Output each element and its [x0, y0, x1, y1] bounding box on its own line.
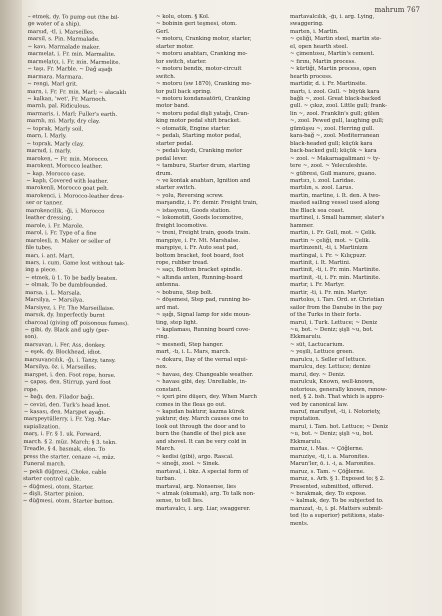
dictionary-entry-line: ~ düğmesi, otom. Starter button.: [22, 498, 114, 506]
dictionary-entry-line: marnlı, pal. Ridiculous.: [27, 103, 91, 111]
dictionary-entry-line: antenna.: [156, 282, 180, 289]
dictionary-entry-line: ~ kaplı, Covered with leather.: [26, 177, 109, 185]
dictionary-entry-line: marı, i. ant. Mart.: [25, 252, 75, 259]
dictionary-entry-line: ~ sineği, zool. ~ Sinek.: [156, 461, 220, 468]
dictionary-entry-line: look out through the door and to: [156, 423, 246, 430]
dictionary-column-1: [22, 14, 156, 615]
dictionary-entry-line: masted sailing vessel used along: [290, 200, 380, 207]
dictionary-entry-line: drum.: [156, 170, 173, 177]
dictionary-entry-line: ~ eşek, dy. Blockhead, idiot.: [24, 349, 102, 357]
dictionary-entry-line: marn, i. Fr. Fr. min. Marl; ~ alacaklı: [27, 88, 127, 96]
dictionary-entry-line: maroken, ~ Fr. min. Morocco.: [26, 155, 109, 163]
dictionary-entry-line: ~ mesnedi, Step hanger.: [156, 341, 224, 348]
dictionary-entry-line: marul, dey. ~ Deniz.: [290, 371, 346, 378]
dictionary-entry-line: ~ fırını, Martin process.: [290, 58, 356, 65]
dictionary-entry-line: the Black sea coast.: [290, 207, 345, 214]
dictionary-entry-line: ved by canonical law.: [290, 401, 349, 408]
dictionary-entry-line: martinel, i. Small hammer, slater's: [290, 215, 385, 222]
dictionary-entry-line: martılın, s. zool. Larus.: [290, 185, 354, 192]
dictionary-entry-line: marsuvancılık, -ğı, i. Tanzy, tansy.: [24, 356, 116, 364]
dictionary-entry-line: Marsilya, ~ Marsilya.: [24, 297, 84, 304]
dictionary-entry-line: back-backed gull; küçük ~ kara: [290, 148, 377, 155]
dictionary-entry-line: ~ düğmesi, otom. Starter.: [23, 483, 94, 491]
dictionary-entry-line: ~ kavı, Marmalade maker.: [27, 43, 101, 51]
dictionary-entry-line: martıcı, i. zool. Laridae.: [290, 177, 356, 184]
dictionary-entry-line: marsa, i. L. Marsala.: [25, 289, 82, 297]
dictionary-entry-line: yaktırır, dey. March causes one to: [156, 416, 249, 423]
dictionary-entry-line: martin ~ çeliği, mot. ~ Çelik.: [290, 237, 371, 244]
dictionary-entry-line: marşpiye, i. Fr. Auto seat pad,: [156, 245, 239, 252]
dictionary-entry-line: ~ dokuru, Day of the vernal equi-: [156, 356, 248, 363]
dictionary-entry-line: Treadle, § 4. basmak, elon. To: [23, 446, 106, 454]
dictionary-entry-line: marokent, Morocco leather.: [26, 163, 103, 170]
dictionary-entry-line: pedal lever.: [156, 155, 188, 162]
dictionary-entry-line: ~ çeliği, Martin steel, martin ste-: [290, 36, 382, 43]
dictionary-entry-line: martinit, i. It. Martini.: [290, 259, 351, 266]
dictionary-entry-line: ~ kürtiği, Martin process, open: [290, 66, 377, 73]
dictionary-entry-line: mars, i. cum. Game lost without tak-: [25, 259, 125, 267]
dictionary-entry-line: bağlı ~, zool. Great black-backed: [290, 95, 381, 102]
dictionary-entry-line: marş, i. Fr. § 1. uk. Forward,: [23, 431, 102, 439]
dictionary-entry-line: ~ bobunu, Step bolt.: [156, 289, 213, 296]
dictionary-entry-line: starter control cable.: [23, 476, 82, 483]
dictionary-entry-line: kara-bağ ~, zool. Mediterranean: [290, 133, 380, 140]
dictionary-column-2: [156, 14, 284, 614]
dictionary-entry-line: martavalcılık, -ğı, i. arg. Lying,: [290, 14, 375, 20]
dictionary-entry-line: lin ~, zool. Franklin's gull; gülen: [290, 110, 380, 117]
dictionary-entry-line: ~u, bot. ~ Deniz; şişli ~u, bot.: [290, 431, 374, 438]
dictionary-entry-line: king motor pedal shift bracket.: [156, 118, 241, 125]
dictionary-entry-line: – etmek, dy. To pump out (the bil-: [27, 14, 120, 21]
dictionary-entry-line: ~ cevizi, den. Turk's head knot.: [23, 401, 111, 409]
dictionary-entry-line: ~ ve kontak anahtarı, Ignition and: [156, 177, 251, 184]
dictionary-entry-line: ~, zool. Pewed gull, laughing gull;: [290, 118, 384, 125]
dictionary-entry-line: martavalcı, i. arg. Liar, swaggerer.: [156, 505, 251, 512]
dictionary-entry-line: ~ kedisi (gibi), argo. Rascal.: [156, 453, 234, 460]
dictionary-entry-line: ting, step light.: [156, 319, 198, 326]
dictionary-entry-line: ~ döşemesi, Step pad, running bo-: [156, 297, 251, 304]
dictionary-entry-line: ~ motoru bendix, motor-circuit: [156, 66, 242, 73]
dictionary-entry-line: marokencilik, -ği, i. Morocco: [25, 207, 105, 215]
dictionary-entry-line: marul, i. Turk. Lettuce; ~ Deniz: [290, 319, 378, 326]
dictionary-entry-line: marole, i. Fr. Marole.: [25, 222, 84, 230]
dictionary-entry-line: ~ çapaş, den. Stirrup, yard foot: [24, 379, 111, 387]
dictionary-entry-line: ~ havası, dey. Changeable weather.: [156, 371, 254, 378]
dictionary-entry-line: ser or tanner.: [25, 200, 64, 207]
dictionary-entry-line: ~ kasası, den. Marşpet ayağı.: [23, 408, 105, 416]
dictionary-entry-line: martinit, -ti, i. Fr. min. Martinite.: [290, 274, 381, 281]
dictionary-entry-line: mart, -tı, i. L. Mars, march.: [156, 349, 231, 356]
dictionary-column-3: [290, 14, 428, 614]
dictionary-entry-line: ard mat.: [156, 304, 180, 311]
dictionary-entry-line: maruz, s. Tam. ~ Çöğlerne.: [290, 468, 365, 475]
dictionary-entry-line: black-headed gull; küçük kara: [290, 140, 373, 147]
dictionary-entry-line: gümüşsu ~, zool. Herring gull.: [290, 125, 375, 132]
dictionary-entry-line: marokenli, Morocco goat pelt.: [26, 185, 109, 193]
dictionary-entry-line: ~ taşı, Fr. Marble. ~ Dağ aşağı: [27, 66, 113, 74]
dictionary-entry-line: marsık, dy. Imperfectly burnt: [24, 312, 105, 319]
dictionary-entry-line: burn the (handle of the) pick axe: [156, 431, 246, 438]
dictionary-entry-line: ~ kapıdan baktırır, kazma kürek: [156, 409, 245, 416]
dictionary-entry-line: Ekkmarulu.: [290, 438, 322, 445]
dictionary-entry-line: ~u, bot. ~ Deniz; şişli ~u, bot.: [290, 327, 374, 334]
dictionary-entry-line: martinit, -ti, i. Fr. min. Martinite.: [290, 267, 381, 274]
dictionary-entry-line: freight locomotive.: [156, 222, 208, 229]
dictionary-entry-line: marnıd, i. marly.: [26, 148, 72, 155]
dictionary-entry-line: ~ lokomotifi, Goods locomotive,: [156, 215, 244, 222]
dictionary-entry-line: Marsiyez, i. Fr. The Marseillaise.: [24, 304, 115, 312]
dictionary-entry-line: starter pedal.: [156, 140, 194, 147]
dictionary-entry-line: ~ atmak (okumak), arg. To talk non-: [156, 491, 256, 497]
dictionary-entry-line: Gerl.: [156, 28, 170, 35]
dictionary-entry-line: gull. ~ çıkız, zool. Little gull; frank-: [290, 103, 387, 110]
dictionary-entry-line: ~ dişli, Starter pinion.: [22, 490, 85, 498]
dictionary-entry-line: marn, l. Marly.: [26, 133, 67, 140]
dictionary-entry-line: bottom bracket, foot board, foot: [156, 252, 244, 259]
dictionary-entry-line: starter motor.: [156, 43, 194, 50]
dictionary-entry-line: martinzenit, -ti, i. Martinizm: [290, 245, 368, 252]
dictionary-entry-line: ~ rengi, Marl grit.: [27, 81, 78, 88]
dictionary-entry-line: ~ motoru pedal dişli yatağı, Cran-: [156, 110, 250, 117]
dictionary-entry-line: marşandiz, i. Fr. demir. Freight train,: [156, 200, 258, 207]
dictionary-entry-line: ~ altında anten, Running-board: [156, 274, 243, 281]
dictionary-entry-line: ~ etmek, ü 1. To be badly beaten.: [25, 274, 118, 282]
dictionary-entry-line: and shovel. It can be very cold in: [156, 438, 247, 445]
dictionary-entry-line: marulcuk, Known, well-known,: [290, 379, 375, 386]
dictionary-entry-line: ~ olmak, To be dumbfounded.: [25, 282, 108, 290]
dictionary-entry-line: marmelatçı, i. Fr. min. Marmelite.: [27, 58, 121, 66]
dictionary-entry-line: march. § 2. müz. March; § 3. tekn.: [23, 438, 117, 446]
dictionary-entry-line: ~ toprak, Marly clay.: [26, 140, 85, 148]
dictionary-entry-line: tor pull back spring.: [156, 88, 212, 95]
dictionary-entry-line: martaval, arg. Nonsense, lies: [156, 483, 237, 490]
dictionary-entry-line: hearth process.: [290, 73, 333, 80]
dictionary-entry-line: press the starter. cenaze ~i, müz.: [23, 453, 116, 461]
dictionary-entry-line: Presented, submitted, offered.: [290, 483, 374, 490]
dictionary-entry-line: ~ kolu, otom. § Kol.: [156, 14, 210, 20]
dictionary-entry-line: martır, i. Fr. Martyr.: [290, 282, 345, 289]
dictionary-entry-line: ~ çimentosu, Martin's cement.: [290, 51, 375, 58]
dictionary-entry-line: martingal, i. Fr. ~ Kılıçpuzr.: [290, 252, 367, 259]
dictionary-entry-line: ~ motoru anahtarı, Cranking mo-: [156, 51, 248, 58]
dictionary-entry-line: martidir, d. i. Fr. Martinsite.: [290, 81, 367, 88]
dictionary-entry-line: marmaris, i. Marl; Fuller's earth.: [26, 110, 118, 118]
dictionary-entry-line: ned, § 2. bsh. That which is appro-: [290, 394, 385, 401]
dictionary-entry-line: marokenci, i. Morocco-leather dres-: [26, 192, 125, 200]
dictionary-entry-line: marşpiye, i. Fr. Mt. Marshalse.: [156, 237, 241, 244]
dictionary-entry-line: notorious, generally known, renow-: [290, 386, 388, 393]
dictionary-entry-line: charcoal (giving off poisonous fumes).: [24, 319, 129, 327]
dictionary-entry-line: of the Turks in their forts.: [290, 312, 362, 319]
dictionary-entry-line: ~ yolu, Reversing screw.: [156, 192, 224, 199]
dictionary-entry-line: ring.: [156, 334, 169, 341]
dictionary-entry-line: marşpet, i. den. Foot rope, horse.: [24, 371, 116, 379]
dictionary-entry-line: marolesli, n. Maker or seller of: [25, 237, 111, 245]
dictionary-entry-line: martin, i. Fr. Gull, mot. ~ Çelik.: [290, 230, 377, 237]
dictionary-entry-line: tor switch, starter.: [156, 58, 207, 65]
dictionary-entry-line: maruzat, -tı, i. pl. Matters submit-: [290, 505, 383, 512]
dictionary-entry-line: turban.: [156, 476, 177, 483]
dictionary-entry-line: Marsilya, öz. i. Marseilles.: [24, 364, 97, 372]
dictionary-entry-line: ~ ışığı, Signal lamp for side moun-: [156, 312, 251, 319]
dictionary-entry-line: martin, martine, i. It. den. A two-: [290, 192, 381, 199]
dictionary-entry-line: swaggering.: [290, 21, 324, 28]
dictionary-entry-line: ~ motoru kondansatörü, Cranking: [156, 95, 251, 102]
dictionary-entry-line: ~ gibi, dy. Black and ugly (per-: [24, 327, 110, 334]
dictionary-entry-line: marul, i. Tam. bot. Lettuce; ~ Deniz: [290, 423, 388, 430]
dictionary-entry-line: comes in the fleas go out.: [156, 401, 226, 408]
dictionary-entry-line: martolos, i. Tarı. Ord. sr. Christian: [290, 297, 385, 304]
dictionary-entry-line: son).: [24, 334, 38, 341]
dictionary-entry-line: rope.: [24, 386, 39, 393]
dictionary-entry-line: rope, rubber tread.: [156, 259, 209, 266]
dictionary-entry-line: marnlı, mi. Marly, dry clay.: [26, 118, 100, 126]
dictionary-entry-line: leather dressing.: [25, 215, 73, 222]
dictionary-entry-line: switch.: [156, 73, 176, 80]
dictionary-entry-line: marulcu, dey. Lettuce; denize: [290, 364, 371, 371]
dictionary-entry-line: maruf, maruflyet, -ti, i. Notoriety,: [290, 409, 381, 416]
dictionary-entry-line: ~ pekli düğmesi, Choke, cable: [23, 468, 107, 476]
dictionary-entry-line: maruz, i. Mas. ~ Çöğlerne.: [290, 446, 364, 453]
dictionary-entry-line: sense, to tell lies.: [156, 498, 204, 505]
dictionary-entry-line: sailor from the Danube in the pay: [290, 304, 383, 311]
dictionary-entry-line: martaval, i. bkz. A special form of: [156, 468, 249, 475]
dictionary-entry-line: starter switch.: [156, 185, 196, 192]
dictionary-entry-line: marsuvan, i. Fer. Ass, donkey.: [24, 341, 106, 349]
dictionary-entry-line: Marun'ler, ö. i. -i, a. Maronites.: [290, 461, 375, 468]
dictionary-entry-line: el, open hearth steel.: [290, 43, 348, 50]
dictionary-entry-line: marmelat, i. Fr. min. Marmalite.: [27, 51, 116, 59]
dictionary-entry-line: ~ havası gibi, dey. Unreliable, in-: [156, 379, 247, 386]
page-header: mahrum 767: [374, 6, 420, 14]
book-gutter: [0, 0, 22, 616]
dictionary-entry-line: ing a piece.: [25, 267, 57, 274]
dictionary-entry-line: ge water of a ship).: [27, 21, 81, 29]
dictionary-entry-line: ~ kalkan, 'wet', Fr. Marnoch.: [27, 95, 107, 103]
dictionary-entry-line: ~ toprak, Marly soil.: [26, 125, 84, 133]
dictionary-entry-line: constant.: [156, 386, 182, 393]
dictionary-entry-line: ~ bağı, den. Filador bağı.: [23, 394, 95, 401]
dictionary-entry-line: ments.: [290, 520, 309, 527]
dictionary-entry-line: martir, -ti, i. Fr. min. Martyr.: [290, 289, 368, 296]
dictionary-entry-line: ~ tamburu, Starter drum, starting: [156, 163, 250, 170]
dictionary-entry-line: supialization.: [23, 423, 61, 431]
dictionary-entry-line: Funeral march.: [23, 461, 66, 468]
dictionary-entry-line: ~ treni, Freight train, goods train.: [156, 230, 251, 237]
dictionary-entry-line: ~ motoru, Cranking motor, starter,: [156, 36, 252, 43]
dictionary-entry-line: ~ kap, Morocco case.: [26, 170, 86, 178]
dictionary-entry-line: ~ bobinin geri teşmesi, otom.: [156, 21, 237, 28]
dictionary-entry-line: Ekkmarulu.: [290, 334, 322, 341]
dictionary-entry-line: ~ içeri pire düşerı, dey. When March: [156, 394, 258, 401]
dictionary-entry-line: ~ yeşili, Lettuce green.: [290, 349, 354, 356]
dictionary-entry-line: file tubes.: [25, 245, 53, 252]
dictionary-entry-line: reputation.: [290, 416, 321, 423]
dictionary-entry-line: marulcu, i. Seller of lettuce.: [290, 356, 367, 363]
dictionary-entry-line: marten, i. Martin.: [290, 28, 339, 35]
dictionary-entry-line: tere ~, zool. ~ Yeleculeshte.: [290, 163, 368, 170]
dictionary-entry-line: marmara. Marmara.: [27, 73, 83, 81]
dictionary-entry-line: ~ otomatik, Engine starter.: [156, 125, 231, 132]
dictionary-entry-line: nox.: [156, 364, 168, 371]
dictionary-entry-line: ~ zool. ~ Makarnagalimani ~ ty-: [290, 155, 381, 162]
dictionary-entry-line: ~ süt, Lactucarium.: [290, 341, 345, 348]
dictionary-entry-line: hammer.: [290, 222, 314, 229]
dictionary-entry-line: ~ gübresi, Gull manure, guano.: [290, 170, 377, 177]
dictionary-entry-line: marsil, s. Pin. Marmalade.: [27, 36, 100, 44]
dictionary-entry-line: ~ pedalı, Starting motor pedal,: [156, 133, 242, 140]
dictionary-entry-line: martı, i. zool. Gull. ~ büyük kara: [290, 88, 380, 95]
dictionary-entry-line: motor band.: [156, 103, 190, 110]
dictionary-entry-line: ted (to a superior) petitions, state-: [290, 513, 385, 520]
dictionary-entry-line: marsıd, -tl, i. Marseilles.: [27, 28, 95, 36]
dictionary-entry-line: ~ bırakmak, dey. To expose.: [290, 491, 367, 497]
dictionary-entry-line: March.: [156, 446, 176, 453]
dictionary-entry-line: ~ saçı, Bottom bracket spindle.: [156, 267, 243, 274]
dictionary-entry-line: ~ kaplaması, Running board cove-: [156, 327, 251, 334]
dictionary-entry-line: marşpeytüllerry, i. Fr. Yzg. Mar-: [23, 416, 112, 424]
dictionary-entry-line: ~ pedalı kaydı, Cranking motor: [156, 148, 243, 155]
dictionary-entry-line: ~ motoru (sw 1870), Cranking mo-: [156, 81, 252, 88]
dictionary-entry-line: marol, i. Fr. Type of a fine: [25, 230, 97, 237]
dictionary-entry-line: maruziye, -ti, i. a. Maronites.: [290, 453, 370, 460]
dictionary-entry-line: ~ istasyonu, Goods station.: [156, 207, 231, 214]
dictionary-entry-line: maruz, s. Arb. § 1. Exposed to; § 2.: [290, 476, 385, 483]
dictionary-entry-line: ~ kalmak, dey. To be subjected to.: [290, 498, 384, 505]
